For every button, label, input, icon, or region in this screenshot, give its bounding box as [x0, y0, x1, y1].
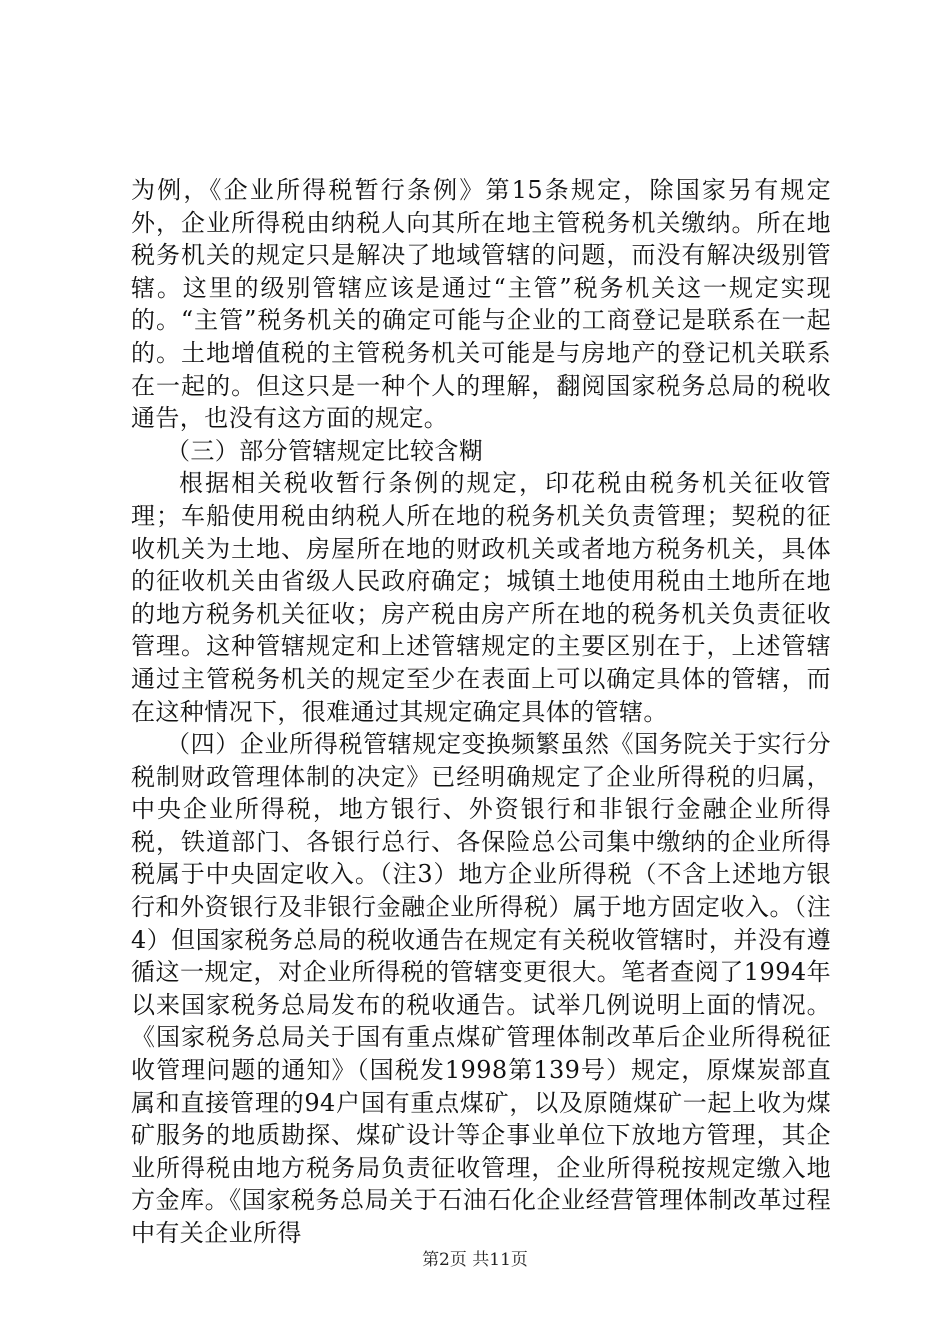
section-heading-4-paragraph: （四）企业所得税管辖规定变换频繁虽然《国务院关于实行分税制财政管理体制的决定》已经明确规定了企业所得税的归属，中央企业所得税，地方银行、外资银行和非银行金融企业所得税，铁道部门、各银行总行、各保险总公司集中缴纳的企业所得税属于中央固定收入。（注3）地方企业所得税（不含上述地方银行和外资银行及非银行金融企业所得税）属于地方固定收入。（注4）但国家税务总局的税收通告在规定有关税收管辖时，并没有遵循这一规定，对企业所得税的管辖变更很大。笔者查阅了1994年以来国家税务总局发布的税收通告。试举几例说明上面的情况。《国家税务总局关于国有重点煤矿管理体制改革后企业所得税征收管理问题的通知》（国税发1998第139号）规定，原煤炭部直属和直接管理的94户国有重点煤矿，以及原随煤矿一起上收为煤矿服务的地质勘探、煤矿设计等企事业单位下放地方管理，其企业所得税由地方税务局负责征收管理，企业所得税按规定缴入地方金库。《国家税务总局关于石油石化企业经营管理体制改革过程中有关企业所得 [131, 730, 831, 1247]
section-heading-3: （三）部分管辖规定比较含糊 [166, 436, 484, 465]
paragraph-continuation: 为例，《企业所得税暂行条例》第15条规定，除国家另有规定外，企业所得税由纳税人向其所在地主管税务机关缴纳。所在地税务机关的规定只是解决了地域管辖的问题，而没有解决级别管辖。这里的级别管辖应该是通过“主管”税务机关这一规定实现的。“主管”税务机关的确定可能与企业的工商登记是联系在一起的。土地增值税的主管税务机关可能是与房地产的登记机关联系在一起的。但这只是一种个人的理解，翻阅国家税务总局的税收通告，也没有这方面的规定。 [131, 176, 831, 433]
page-footer [0, 1245, 950, 1270]
document-body [131, 174, 831, 1250]
page-number-label: 第2页 共11页 [422, 1250, 528, 1270]
paragraph-body: 根据相关税收暂行条例的规定，印花税由税务机关征收管理；车船使用税由纳税人所在地的税务机关负责管理；契税的征收机关为土地、房屋所在地的财政机关或者地方税务机关，具体的征收机关由省级人民政府确定；城镇土地使用税由土地所在地的地方税务机关征收；房产税由房产所在地的税务机关负责征收管理。这种管辖规定和上述管辖规定的主要区别在于，上述管辖通过主管税务机关的规定至少在表面上可以确定具体的管辖，而在这种情况下，很难通过其规定确定具体的管辖。 [131, 469, 831, 726]
